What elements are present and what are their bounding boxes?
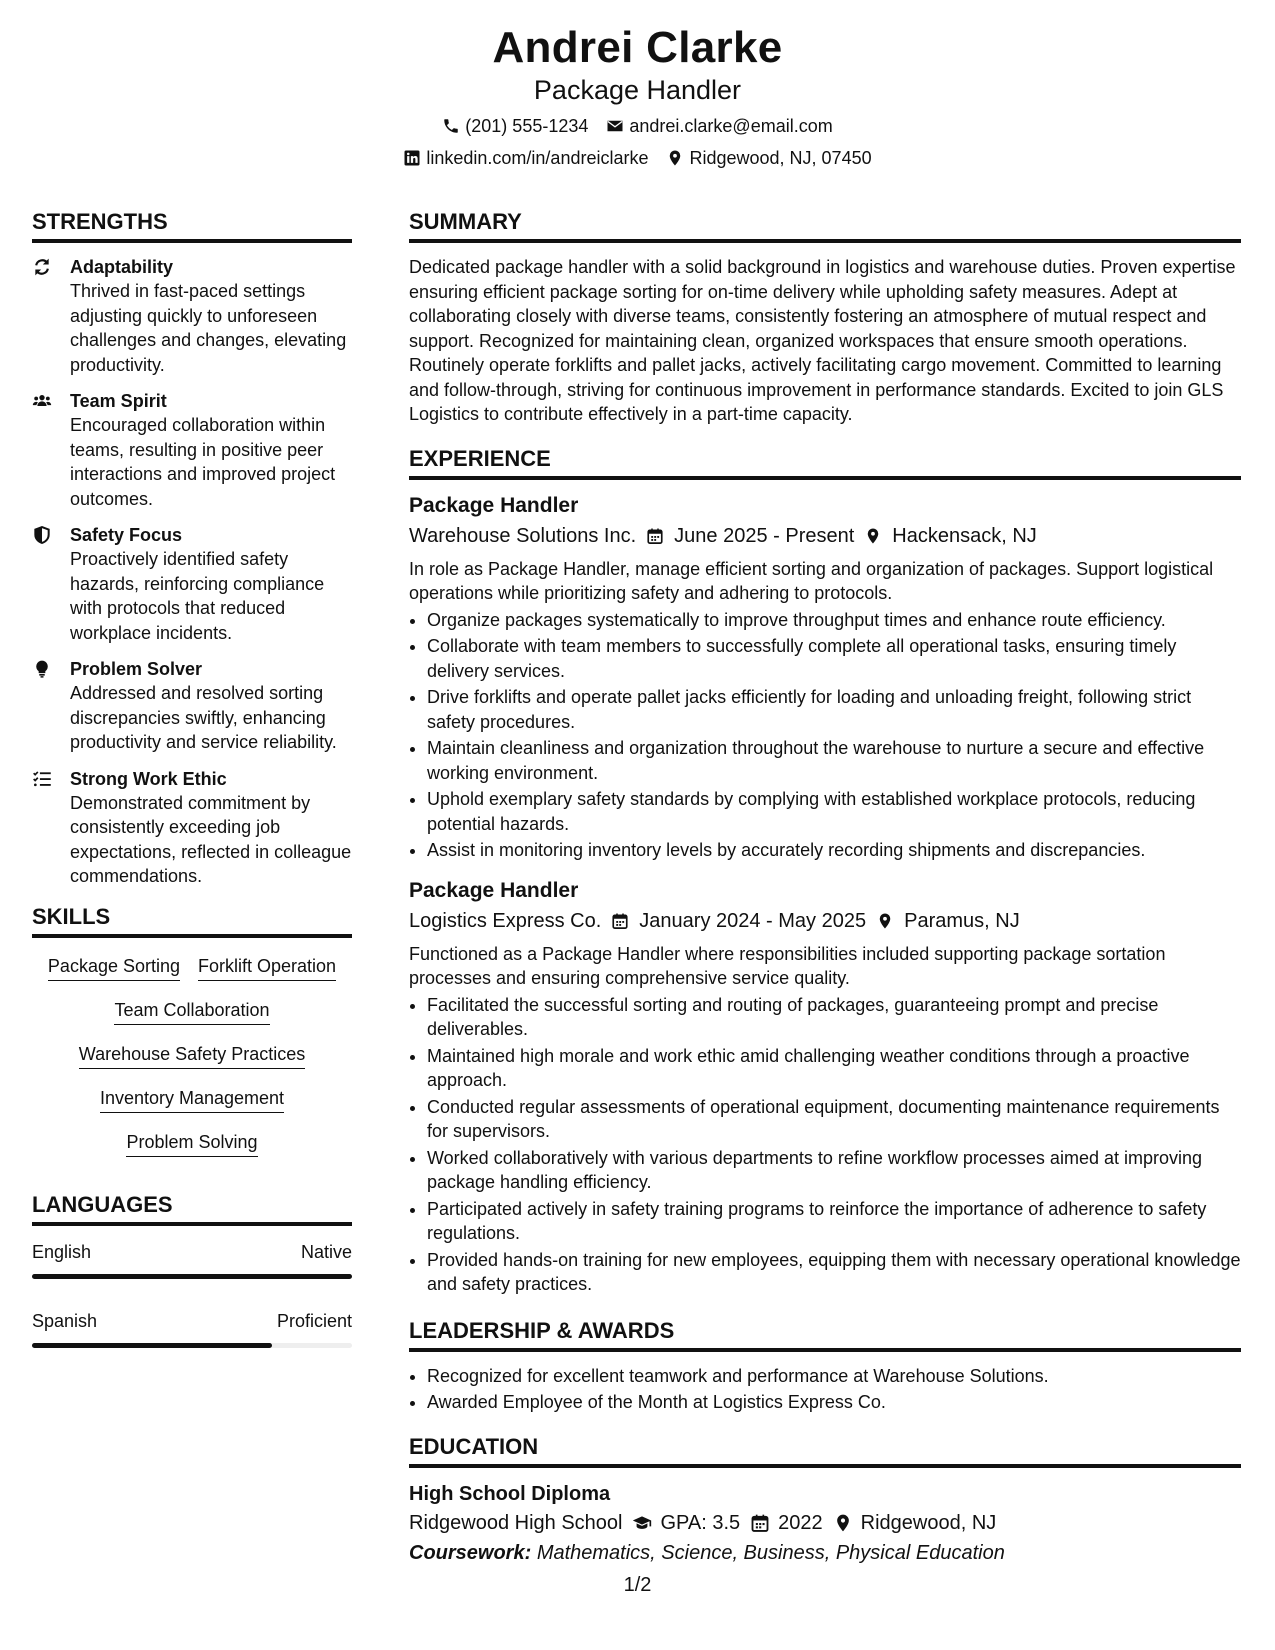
strength-item	[32, 767, 352, 889]
job-company: Warehouse Solutions Inc.	[409, 524, 637, 547]
strength-description: Thrived in fast-paced settings adjusting quickly to unforeseen challenges and changes, elevating productivity.	[70, 281, 347, 375]
education-meta	[409, 1508, 1241, 1538]
language-proficiency-bar	[32, 1343, 352, 1348]
skill-tag: Inventory Management	[100, 1086, 284, 1113]
phone-text: (201) 555-1234	[465, 116, 589, 136]
location-contact	[666, 145, 871, 171]
contact-row-1	[0, 113, 1275, 139]
leadership-list	[409, 1364, 1241, 1415]
strength-description: Proactively identified safety hazards, reinforcing compliance with protocols that reduced workplace incidents.	[70, 549, 325, 643]
summary-heading: SUMMARY	[409, 208, 1241, 243]
lightbulb-icon	[32, 659, 52, 679]
skill-tag: Forklift Operation	[198, 954, 336, 981]
calendar-icon	[750, 1513, 770, 1533]
bullet-item: • Participated actively in safety training programs to reinforce the importance of adherence to safety regulations.	[427, 1197, 1241, 1246]
summary-text: Dedicated package handler with a solid background in logistics and warehouse duties. Proven expertise ensuring efficient package sorting for on-time delivery while upholding safety measures. Adept at collaborating closely with diverse teams, consistently fostering an atmosphere of mutual respect and support. Recognized for maintaining clean, organized workspaces that ensure smooth operations. Routinely operate forklifts and pallet jacks, actively facilitating cargo movement. Committed to learning and follow-through, striving for continuous improvement in performance standards. Excited to join GLS Logistics to contribute effectively in a part-time capacity.	[409, 257, 1236, 424]
job-bullets	[409, 993, 1241, 1297]
experience-heading: EXPERIENCE	[409, 445, 1241, 480]
strength-description: Addressed and resolved sorting discrepancies swiftly, enhancing productivity and service reliability.	[70, 683, 337, 752]
bullet-item: • Maintain cleanliness and organization throughout the warehouse to nurture a secure and effective working environment.	[427, 736, 1241, 785]
strength-item	[32, 657, 352, 755]
language-level: Proficient	[276, 1310, 352, 1331]
users-icon	[32, 391, 52, 411]
strength-title: Adaptability	[70, 257, 174, 277]
strengths-heading: STRENGTHS	[32, 208, 352, 243]
graduation-cap-icon	[632, 1513, 652, 1533]
strength-description: Encouraged collaboration within teams, resulting in positive peer interactions and improved project outcomes.	[70, 415, 336, 509]
job-company: Logistics Express Co.	[409, 909, 602, 932]
map-pin-icon	[876, 912, 894, 930]
skills-heading: SKILLS	[32, 903, 352, 938]
email-contact[interactable]	[606, 113, 832, 139]
skill-tag: Problem Solving	[126, 1130, 257, 1157]
language-item	[32, 1309, 352, 1348]
resume-header	[0, 22, 1275, 171]
coursework-label: Coursework:	[409, 1541, 532, 1564]
linkedin-text: linkedin.com/in/andreiclarke	[426, 148, 649, 168]
job-entry	[409, 492, 1241, 863]
job-bullets	[409, 608, 1241, 863]
job-title: Package Handler	[533, 75, 742, 105]
job-description: Functioned as a Package Handler where responsibilities included supporting package sortation processes and ensuring comprehensive service quality.	[409, 943, 1166, 988]
language-level: Native	[300, 1241, 352, 1262]
strength-item	[32, 389, 352, 511]
language-proficiency-fill	[32, 1343, 272, 1348]
languages-heading: LANGUAGES	[32, 1191, 352, 1226]
education-institution: Ridgewood High School	[409, 1511, 623, 1534]
language-proficiency-fill	[32, 1274, 352, 1279]
job-location: Hackensack, NJ	[892, 524, 1037, 547]
envelope-icon	[606, 117, 624, 135]
education-degree: High School Diploma	[409, 1482, 611, 1505]
award-item: • Awarded Employee of the Month at Logistics Express Co.	[427, 1390, 1241, 1415]
phone-contact[interactable]	[442, 113, 588, 139]
bullet-item: • Uphold exemplary safety standards by complying with established workplace protocols, reducing potential hazards.	[427, 787, 1241, 836]
strength-title: Team Spirit	[70, 391, 167, 411]
linkedin-contact[interactable]	[403, 145, 648, 171]
sync-icon	[32, 257, 52, 277]
skill-tag: Warehouse Safety Practices	[79, 1042, 305, 1069]
candidate-name: Andrei Clarke	[492, 23, 783, 72]
strength-description: Demonstrated commitment by consistently exceeding job expectations, reflected in colleague commendations.	[70, 792, 352, 886]
right-column	[409, 208, 1241, 1568]
map-pin-icon	[666, 149, 684, 167]
location-text: Ridgewood, NJ, 07450	[689, 148, 872, 168]
skills-list	[32, 954, 352, 1157]
language-name: English	[32, 1241, 92, 1262]
email-text: andrei.clarke@email.com	[629, 116, 833, 136]
job-dates: January 2024 - May 2025	[639, 909, 867, 932]
strength-item	[32, 523, 352, 645]
job-position: Package Handler	[409, 878, 579, 902]
shield-icon	[32, 525, 52, 545]
strength-title: Safety Focus	[70, 525, 183, 545]
bullet-item: • Organize packages systematically to improve throughput times and enhance route efficiency.	[427, 608, 1241, 633]
calendar-icon	[646, 527, 664, 545]
calendar-icon	[611, 912, 629, 930]
job-dates: June 2025 - Present	[674, 524, 855, 547]
education-gpa: GPA: 3.5	[660, 1511, 741, 1534]
coursework-list: Mathematics, Science, Business, Physical Education	[536, 1541, 1005, 1564]
education-location: Ridgewood, NJ	[860, 1511, 997, 1534]
job-meta	[409, 521, 1241, 551]
education-year: 2022	[778, 1511, 823, 1534]
coursework	[409, 1538, 1241, 1568]
job-description: In role as Package Handler, manage efficient sorting and organization of packages. Support logistical operations while prioritizing safety and adhering to protocols.	[409, 558, 1214, 603]
language-name: Spanish	[32, 1310, 98, 1331]
bullet-item: • Drive forklifts and operate pallet jacks efficiently for loading and unloading freight, following strict safety procedures.	[427, 685, 1241, 734]
job-entry	[409, 877, 1241, 1297]
job-meta	[409, 906, 1241, 936]
job-location: Paramus, NJ	[904, 909, 1020, 932]
list-check-icon	[32, 769, 52, 789]
strength-title: Problem Solver	[70, 659, 203, 679]
education-heading: EDUCATION	[409, 1433, 1241, 1468]
bullet-item: • Facilitated the successful sorting and routing of packages, guaranteeing prompt and precise deliverables.	[427, 993, 1241, 1042]
strength-title: Strong Work Ethic	[70, 768, 227, 789]
skill-tag: Package Sorting	[48, 954, 180, 981]
skill-tag: Team Collaboration	[114, 998, 269, 1025]
contact-row-2	[0, 145, 1275, 171]
linkedin-icon	[403, 149, 421, 167]
language-item	[32, 1240, 352, 1279]
phone-icon	[442, 117, 460, 135]
map-pin-icon	[864, 527, 882, 545]
award-item: • Recognized for excellent teamwork and performance at Warehouse Solutions.	[427, 1364, 1241, 1389]
map-pin-icon	[833, 1513, 853, 1533]
page-number: 1/2	[623, 1574, 652, 1596]
leadership-heading: LEADERSHIP & AWARDS	[409, 1317, 1241, 1352]
bullet-item: • Assist in monitoring inventory levels by accurately recording shipments and discrepancies.	[427, 838, 1241, 863]
bullet-item: • Provided hands-on training for new employees, equipping them with necessary operational knowledge and safety practices.	[427, 1248, 1241, 1297]
language-proficiency-bar	[32, 1274, 352, 1279]
job-position: Package Handler	[409, 493, 579, 517]
strength-item	[32, 255, 352, 377]
bullet-item: • Maintained high morale and work ethic amid challenging weather conditions through a proactive approach.	[427, 1044, 1241, 1093]
bullet-item: • Conducted regular assessments of operational equipment, documenting maintenance requirements for supervisors.	[427, 1095, 1241, 1144]
left-column	[32, 208, 352, 1348]
bullet-item: • Worked collaboratively with various departments to refine workflow processes aimed at improving package handling efficiency.	[427, 1146, 1241, 1195]
bullet-item: • Collaborate with team members to successfully complete all operational tasks, ensuring timely delivery services.	[427, 634, 1241, 683]
